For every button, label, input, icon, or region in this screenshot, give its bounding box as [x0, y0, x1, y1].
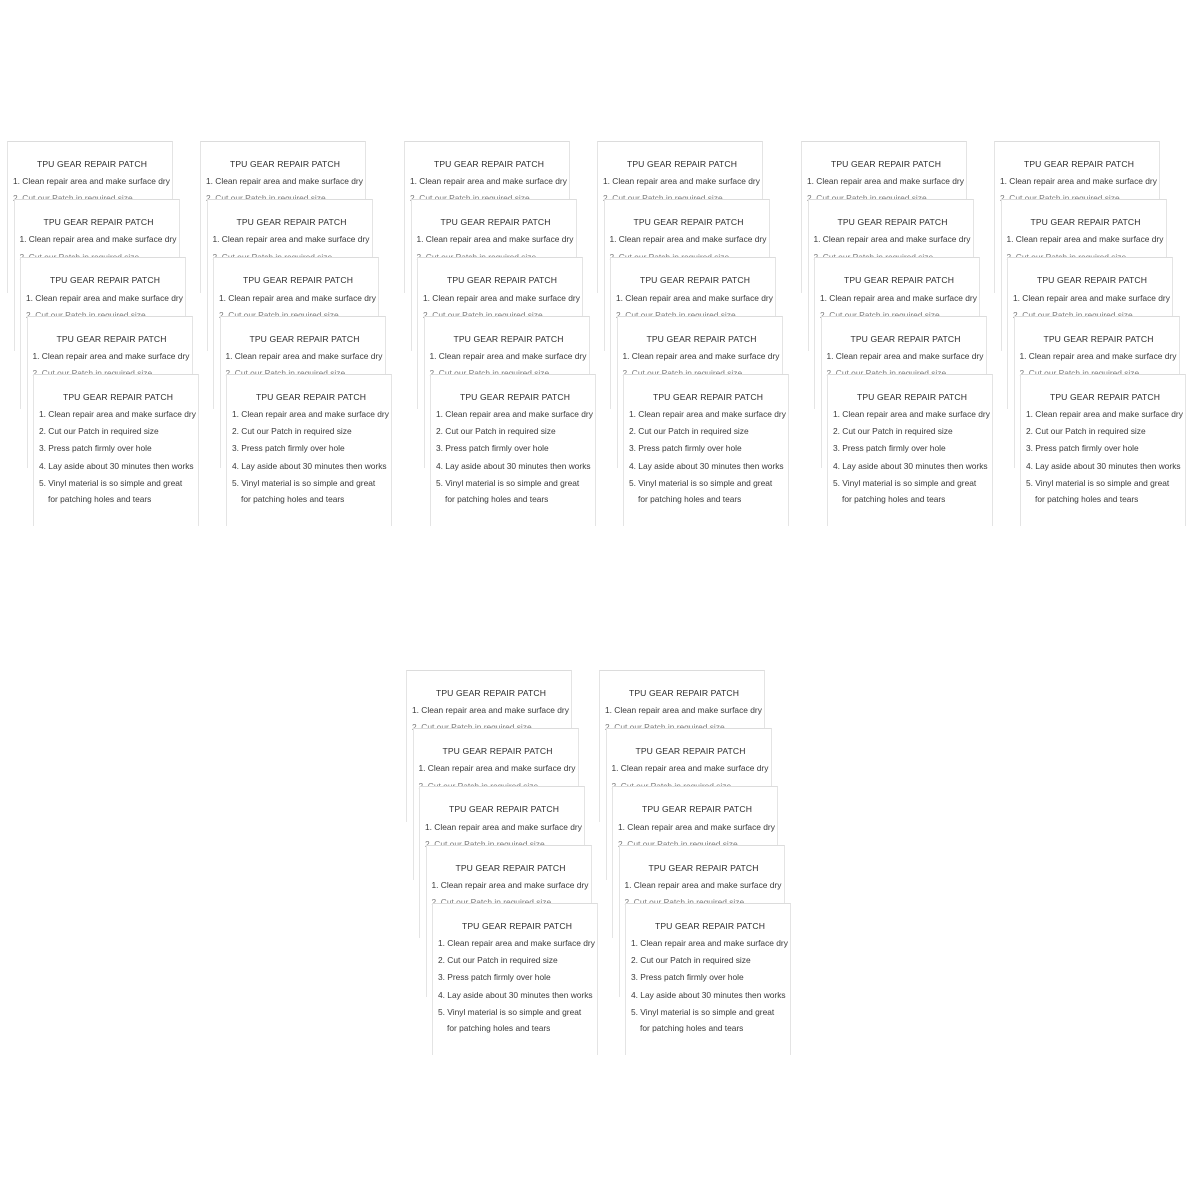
patch-step-5-text: 5. Vinyl material is so simple and great: [833, 477, 977, 488]
patch-title: TPU GEAR REPAIR PATCH: [635, 746, 746, 757]
patch-stack: [7, 141, 207, 541]
patch-title: TPU GEAR REPAIR PATCH: [49, 275, 160, 286]
patch-title: TPU GEAR REPAIR PATCH: [62, 391, 173, 402]
patch-step-1: 1. Clean repair area and make surface dry: [232, 409, 389, 419]
patch-step-1: 1. Clean repair area and make surface dry: [605, 705, 762, 716]
patch-step-5-text: 5. Vinyl material is so simple and great: [631, 1006, 775, 1017]
patch-step-2: 2. Cut our Patch in required size: [436, 426, 556, 437]
patch-step-2: 2. Cut our Patch in required size: [833, 426, 953, 437]
patch-step-5-text: 5. Vinyl material is so simple and great: [1026, 477, 1170, 488]
patch-stack: [200, 141, 400, 541]
repair-patch-card: [1020, 374, 1186, 526]
patch-title: TPU GEAR REPAIR PATCH: [455, 862, 566, 873]
patch-step-5: [629, 475, 788, 506]
patch-step-3: 3. Press patch firmly over hole: [232, 443, 345, 454]
patch-title: TPU GEAR REPAIR PATCH: [36, 159, 147, 169]
patch-step-1: 1. Clean repair area and make surface dry: [418, 763, 576, 774]
patch-step-5: [232, 475, 391, 506]
patch-step-1: 1. Clean repair area and make surface dry: [807, 176, 964, 187]
patch-step-4: 4. Lay aside about 30 minutes then works: [232, 460, 387, 471]
patch-title: TPU GEAR REPAIR PATCH: [830, 159, 941, 169]
patch-step-2: 2. Cut our Patch in required size: [438, 955, 558, 966]
patch-title: TPU GEAR REPAIR PATCH: [856, 391, 967, 402]
patch-step-5-continuation: for patching holes and tears: [48, 494, 152, 505]
patch-step-1: 1. Clean repair area and make surface dry: [820, 292, 977, 303]
patch-title: TPU GEAR REPAIR PATCH: [459, 391, 570, 402]
patch-instructions: [624, 406, 788, 506]
patch-title: TPU GEAR REPAIR PATCH: [1036, 275, 1147, 286]
patch-instructions: [431, 406, 595, 506]
patch-step-5-text: 5. Vinyl material is so simple and great: [436, 477, 580, 488]
patch-title: TPU GEAR REPAIR PATCH: [440, 217, 551, 228]
patch-title: TPU GEAR REPAIR PATCH: [448, 804, 559, 815]
patch-step-4: 4. Lay aside about 30 minutes then works: [1026, 460, 1181, 471]
patch-title: TPU GEAR REPAIR PATCH: [461, 920, 572, 931]
patch-title: TPU GEAR REPAIR PATCH: [850, 333, 961, 344]
patch-title: TPU GEAR REPAIR PATCH: [435, 688, 546, 698]
patch-title: TPU GEAR REPAIR PATCH: [236, 217, 347, 228]
patch-title: TPU GEAR REPAIR PATCH: [229, 159, 340, 169]
patch-step-1: 1. Clean repair area and make surface dry: [616, 292, 773, 303]
patch-step-4: 4. Lay aside about 30 minutes then works: [436, 460, 591, 471]
repair-patch-card: [33, 374, 199, 526]
patch-step-1: 1. Clean repair area and make surface dry: [1006, 234, 1164, 245]
patch-step-5: [438, 1004, 597, 1035]
patch-step-1: 1. Clean repair area and make surface dry: [425, 821, 582, 832]
patch-step-1: 1. Clean repair area and make surface dry: [212, 234, 370, 245]
patch-step-5: [1026, 475, 1185, 506]
patch-step-3: 3. Press patch firmly over hole: [629, 443, 742, 454]
patch-title: TPU GEAR REPAIR PATCH: [56, 333, 167, 344]
patch-stack: [406, 670, 606, 1070]
patch-stack: [404, 141, 604, 541]
patch-title: TPU GEAR REPAIR PATCH: [249, 333, 360, 344]
patch-step-5-text: 5. Vinyl material is so simple and great: [629, 477, 773, 488]
patch-step-1: 1. Clean repair area and make surface dry: [206, 176, 363, 187]
patch-step-4: 4. Lay aside about 30 minutes then works: [631, 989, 786, 1000]
patch-step-1: 1. Clean repair area and make surface dry: [631, 938, 788, 948]
patch-title: TPU GEAR REPAIR PATCH: [639, 275, 750, 286]
patch-instructions: [626, 935, 790, 1035]
patch-title: TPU GEAR REPAIR PATCH: [255, 391, 366, 402]
patch-step-2: 2. Cut our Patch in required size: [39, 426, 159, 437]
patch-step-1: 1. Clean repair area and make surface dry: [1026, 409, 1183, 419]
patch-step-1: 1. Clean repair area and make surface dry: [826, 350, 984, 361]
patch-step-5: [833, 475, 992, 506]
patch-step-4: 4. Lay aside about 30 minutes then works: [438, 989, 593, 1000]
patch-step-1: 1. Clean repair area and make surface dry: [603, 176, 760, 187]
patch-step-1: 1. Clean repair area and make surface dry: [39, 409, 196, 419]
patch-step-1: 1. Clean repair area and make surface dry: [609, 234, 767, 245]
patch-step-1: 1. Clean repair area and make surface dry: [431, 879, 589, 890]
patch-title: TPU GEAR REPAIR PATCH: [628, 688, 739, 698]
repair-patch-card: [827, 374, 993, 526]
patch-step-3: 3. Press patch firmly over hole: [436, 443, 549, 454]
patch-step-1: 1. Clean repair area and make surface dry: [410, 176, 567, 187]
patch-step-3: 3. Press patch firmly over hole: [39, 443, 152, 454]
patch-step-1: 1. Clean repair area and make surface dry: [412, 705, 569, 716]
repair-patch-card: [623, 374, 789, 526]
patch-step-2: 2. Cut our Patch in required size: [1026, 426, 1146, 437]
patch-stack: [801, 141, 1001, 541]
patch-title: TPU GEAR REPAIR PATCH: [641, 804, 752, 815]
patch-step-1: 1. Clean repair area and make surface dry: [32, 350, 190, 361]
patch-title: TPU GEAR REPAIR PATCH: [442, 746, 553, 757]
patch-step-2: 2. Cut our Patch in required size: [631, 955, 751, 966]
patch-step-5: [39, 475, 198, 506]
patch-step-1: 1. Clean repair area and make surface dry: [13, 176, 170, 187]
patch-step-1: 1. Clean repair area and make surface dry: [1019, 350, 1177, 361]
patch-step-1: 1. Clean repair area and make surface dry: [833, 409, 990, 419]
patch-step-1: 1. Clean repair area and make surface dry: [26, 292, 183, 303]
patch-step-1: 1. Clean repair area and make surface dry: [1013, 292, 1170, 303]
patch-stack: [994, 141, 1194, 541]
patch-step-1: 1. Clean repair area and make surface dry: [219, 292, 376, 303]
patch-step-1: 1. Clean repair area and make surface dry: [436, 409, 593, 419]
patch-title: TPU GEAR REPAIR PATCH: [837, 217, 948, 228]
patch-stack: [597, 141, 797, 541]
patch-title: TPU GEAR REPAIR PATCH: [626, 159, 737, 169]
patch-step-5-text: 5. Vinyl material is so simple and great: [438, 1006, 582, 1017]
patch-step-5-continuation: for patching holes and tears: [1035, 494, 1139, 505]
patch-title: TPU GEAR REPAIR PATCH: [654, 920, 765, 931]
patch-step-1: 1. Clean repair area and make surface dry: [624, 879, 782, 890]
patch-step-1: 1. Clean repair area and make surface dry: [622, 350, 780, 361]
patch-step-5-continuation: for patching holes and tears: [638, 494, 742, 505]
patch-step-1: 1. Clean repair area and make surface dry: [416, 234, 574, 245]
patch-step-5: [631, 1004, 790, 1035]
patch-instructions: [828, 406, 992, 506]
patch-step-2: 2. Cut our Patch in required size: [629, 426, 749, 437]
patch-step-5-text: 5. Vinyl material is so simple and great: [232, 477, 376, 488]
repair-patch-card: [226, 374, 392, 526]
patch-title: TPU GEAR REPAIR PATCH: [1023, 159, 1134, 169]
patch-title: TPU GEAR REPAIR PATCH: [433, 159, 544, 169]
patch-step-1: 1. Clean repair area and make surface dry: [423, 292, 580, 303]
patch-step-4: 4. Lay aside about 30 minutes then works: [39, 460, 194, 471]
patch-instructions: [34, 406, 198, 506]
patch-step-1: 1. Clean repair area and make surface dry: [429, 350, 587, 361]
patch-title: TPU GEAR REPAIR PATCH: [843, 275, 954, 286]
patch-title: TPU GEAR REPAIR PATCH: [446, 275, 557, 286]
patch-step-5-text: 5. Vinyl material is so simple and great: [39, 477, 183, 488]
patch-step-5-continuation: for patching holes and tears: [447, 1023, 551, 1034]
patch-step-5-continuation: for patching holes and tears: [445, 494, 549, 505]
patch-step-1: 1. Clean repair area and make surface dry: [618, 821, 775, 832]
patch-title: TPU GEAR REPAIR PATCH: [646, 333, 757, 344]
repair-patch-card: [625, 903, 791, 1055]
patch-step-1: 1. Clean repair area and make surface dry: [611, 763, 769, 774]
patch-step-1: 1. Clean repair area and make surface dry: [19, 234, 177, 245]
patch-step-1: 1. Clean repair area and make surface dry: [629, 409, 786, 419]
patch-step-3: 3. Press patch firmly over hole: [631, 972, 744, 983]
patch-step-1: 1. Clean repair area and make surface dry: [1000, 176, 1157, 187]
patch-instructions: [1021, 406, 1185, 506]
repair-patch-card: [430, 374, 596, 526]
patch-step-1: 1. Clean repair area and make surface dry: [438, 938, 595, 948]
repair-patch-card: [432, 903, 598, 1055]
patch-step-2: 2. Cut our Patch in required size: [232, 426, 352, 437]
patch-step-1: 1. Clean repair area and make surface dry: [813, 234, 971, 245]
patch-title: TPU GEAR REPAIR PATCH: [43, 217, 154, 228]
patch-step-5-continuation: for patching holes and tears: [241, 494, 345, 505]
patch-step-4: 4. Lay aside about 30 minutes then works: [629, 460, 784, 471]
patch-step-3: 3. Press patch firmly over hole: [833, 443, 946, 454]
patch-title: TPU GEAR REPAIR PATCH: [1030, 217, 1141, 228]
patch-title: TPU GEAR REPAIR PATCH: [633, 217, 744, 228]
patch-step-5-continuation: for patching holes and tears: [640, 1023, 744, 1034]
patch-title: TPU GEAR REPAIR PATCH: [242, 275, 353, 286]
patch-step-1: 1. Clean repair area and make surface dry: [225, 350, 383, 361]
patch-title: TPU GEAR REPAIR PATCH: [648, 862, 759, 873]
patch-stack: [599, 670, 799, 1070]
patch-step-3: 3. Press patch firmly over hole: [1026, 443, 1139, 454]
patch-instructions: [433, 935, 597, 1035]
patch-step-3: 3. Press patch firmly over hole: [438, 972, 551, 983]
patch-title: TPU GEAR REPAIR PATCH: [1043, 333, 1154, 344]
patch-title: TPU GEAR REPAIR PATCH: [652, 391, 763, 402]
patch-title: TPU GEAR REPAIR PATCH: [1049, 391, 1160, 402]
patch-step-4: 4. Lay aside about 30 minutes then works: [833, 460, 988, 471]
patch-step-5: [436, 475, 595, 506]
patch-instructions: [227, 406, 391, 506]
patch-step-5-continuation: for patching holes and tears: [842, 494, 946, 505]
patch-title: TPU GEAR REPAIR PATCH: [453, 333, 564, 344]
